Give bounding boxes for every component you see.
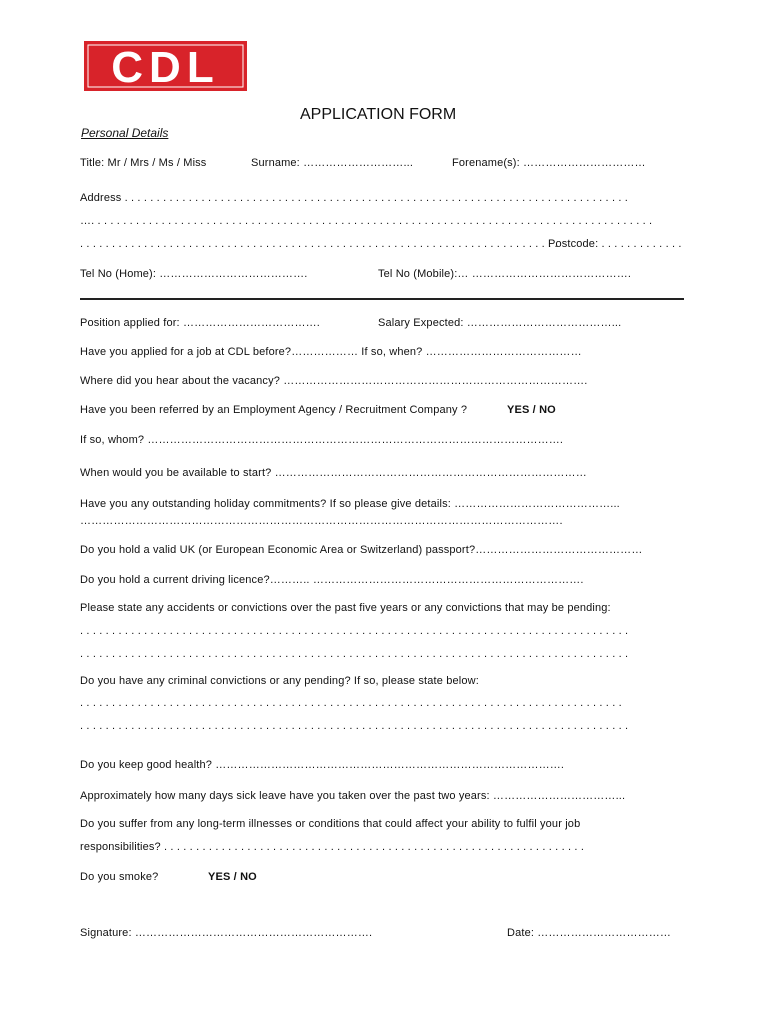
forenames-field[interactable]: Forename(s): ……………………………: [452, 157, 646, 169]
criminal-question: Do you have any criminal convictions or any pending? If so, please state below:: [80, 675, 479, 687]
cdl-logo: [84, 41, 247, 91]
sick-leave-field[interactable]: Approximately how many days sick leave have you taken over the past two years: ……………………………...: [80, 790, 626, 802]
passport-field[interactable]: Do you hold a valid UK (or European Economic Area or Switzerland) passport?………………………………………: [80, 544, 643, 556]
illness-question: Do you suffer from any long-term illnesses or conditions that could affect your ability to fulfil your job: [80, 818, 581, 830]
postcode-field[interactable]: Postcode: . . . . . . . . . . . . .: [548, 238, 682, 250]
title-field[interactable]: Title: Mr / Mrs / Ms / Miss: [80, 157, 207, 169]
criminal-line-1[interactable]: . . . . . . . . . . . . . . . . . . . . . . . . . . . . . . . . . . . . . . . . . . . . . . . . . . . . . . . . . . . . . . . . . . . . . . . . . . . . . . . . . . . . .: [80, 697, 622, 709]
section-divider: [80, 298, 684, 300]
criminal-line-2[interactable]: . . . . . . . . . . . . . . . . . . . . . . . . . . . . . . . . . . . . . . . . . . . . . . . . . . . . . . . . . . . . . . . . . . . . . . . . . . . . . . . . . . . . . .: [80, 720, 629, 732]
referred-yes-no[interactable]: YES / NO: [507, 404, 556, 416]
address-line-2[interactable]: …. . . . . . . . . . . . . . . . . . . . . . . . . . . . . . . . . . . . . . . . . . . . . . . . . . . . . . . . . . . . . . . . . . . . . . . . . . . . . . . . . . . . . . . .: [80, 215, 653, 227]
smoke-question: Do you smoke?: [80, 871, 159, 883]
address-line-1[interactable]: Address . . . . . . . . . . . . . . . . . . . . . . . . . . . . . . . . . . . . . . . . . . . . . . . . . . . . . . . . . . . . . . . . . . . . . . . . . . . . . . .: [80, 192, 628, 204]
surname-field[interactable]: Surname: ………………………...: [251, 157, 414, 169]
holiday-field[interactable]: Have you any outstanding holiday commitments? If so please give details: ……………………………………...: [80, 498, 620, 510]
start-date-field[interactable]: When would you be available to start? …………………………………………………………………………: [80, 467, 587, 479]
form-title: APPLICATION FORM: [300, 106, 457, 123]
health-field[interactable]: Do you keep good health? ………………………………………………………………………………….: [80, 759, 565, 771]
cdl-logo-image: [84, 41, 247, 91]
holiday-field-line-2[interactable]: ………………………………………………………………………………………………………………….: [80, 515, 563, 527]
salary-field[interactable]: Salary Expected: …………………………………...: [378, 317, 622, 329]
accidents-question: Please state any accidents or convictions over the past five years or any convictions that may be pending:: [80, 602, 611, 614]
accidents-line-1[interactable]: . . . . . . . . . . . . . . . . . . . . . . . . . . . . . . . . . . . . . . . . . . . . . . . . . . . . . . . . . . . . . . . . . . . . . . . . . . . . . . . . . . . . . .: [80, 625, 629, 637]
illness-field[interactable]: responsibilities? . . . . . . . . . . . . . . . . . . . . . . . . . . . . . . . . . . . . . . . . . . . . . . . . . . . . . . . . . . . . . . . . . .: [80, 841, 585, 853]
tel-home-field[interactable]: Tel No (Home): ………………………………….: [80, 268, 308, 280]
address-line-3[interactable]: . . . . . . . . . . . . . . . . . . . . . . . . . . . . . . . . . . . . . . . . . . . . . . . . . . . . . . . . . . . . . . . . . . . . . . . . . . .: [80, 238, 558, 250]
smoke-yes-no[interactable]: YES / NO: [208, 871, 257, 883]
position-field[interactable]: Position applied for: ……………………………….: [80, 317, 320, 329]
tel-mobile-field[interactable]: Tel No (Mobile):… …………………………………….: [378, 268, 632, 280]
logo-text: CDL: [111, 43, 220, 91]
accidents-line-2[interactable]: . . . . . . . . . . . . . . . . . . . . . . . . . . . . . . . . . . . . . . . . . . . . . . . . . . . . . . . . . . . . . . . . . . . . . . . . . . . . . . . . . . . . . .: [80, 648, 629, 660]
referred-whom-field[interactable]: If so, whom? ………………………………………………………………………………………………….: [80, 434, 564, 446]
licence-field[interactable]: Do you hold a current driving licence?……….. ……………………………………………………………….: [80, 574, 584, 586]
vacancy-source-field[interactable]: Where did you hear about the vacancy? ……………………………………………………………………….: [80, 375, 588, 387]
signature-field[interactable]: Signature: ……………………………………………………….: [80, 927, 373, 939]
section-heading: Personal Details: [81, 126, 169, 140]
referred-question: Have you been referred by an Employment Agency / Recruitment Company ?: [80, 404, 468, 416]
date-field[interactable]: Date: ………………………………: [507, 927, 672, 939]
applied-before-field[interactable]: Have you applied for a job at CDL before?……………… If so, when? ……………………………………: [80, 346, 582, 358]
